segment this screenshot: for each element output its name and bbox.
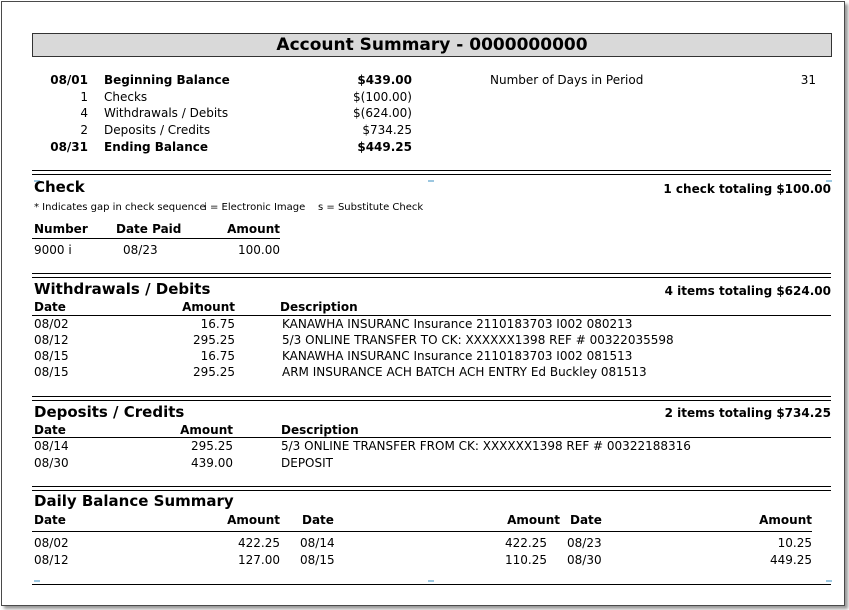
check-section-title: Check xyxy=(34,178,85,196)
check-row-number: 9000 i xyxy=(34,243,72,257)
check-legend-gap: * Indicates gap in check sequence xyxy=(34,202,206,213)
withdrawals-row-amount: 16.75 xyxy=(200,349,235,363)
withdrawals-label: Withdrawals / Debits xyxy=(104,106,229,120)
deposits-amount: $734.25 xyxy=(362,123,412,137)
withdrawals-row-description: ARM INSURANCE ACH BATCH ACH ENTRY Ed Buckley 081513 xyxy=(282,365,647,379)
withdrawals-col-description: Description xyxy=(280,300,358,314)
withdrawals-row-description: 5/3 ONLINE TRANSFER TO CK: XXXXXX1398 REF # 00322035598 xyxy=(282,333,674,347)
daily-col-date: Date xyxy=(570,513,602,527)
withdrawals-row-date: 08/12 xyxy=(34,333,69,347)
deposits-section-title: Deposits / Credits xyxy=(34,403,185,421)
daily-row-date: 08/15 xyxy=(300,553,335,567)
checks-label: Checks xyxy=(104,90,148,104)
deposits-col-date: Date xyxy=(34,423,66,437)
days-label: Number of Days in Period xyxy=(490,73,644,87)
begin-date: 08/01 xyxy=(50,73,88,87)
section-divider xyxy=(32,396,831,401)
check-legend-image: i = Electronic Image xyxy=(204,202,306,213)
checks-count: 1 xyxy=(80,90,88,104)
days-value: 31 xyxy=(800,73,816,87)
check-legend-substitute: s = Substitute Check xyxy=(318,202,424,213)
deposits-row-amount: 439.00 xyxy=(191,456,233,470)
deposits-row-description: DEPOSIT xyxy=(281,456,333,470)
withdrawals-row-date: 08/02 xyxy=(34,317,69,331)
marker xyxy=(826,580,832,582)
withdrawals-amount: $(624.00) xyxy=(353,106,412,120)
withdrawals-row-amount: 295.25 xyxy=(193,333,235,347)
deposits-col-amount: Amount xyxy=(180,423,233,437)
end-amount: $449.25 xyxy=(357,140,412,154)
withdrawals-row-description: KANAWHA INSURANC Insurance 2110183703 I002 080213 xyxy=(282,317,633,331)
deposits-total: 2 items totaling $734.25 xyxy=(664,406,831,420)
section-divider xyxy=(32,486,831,491)
daily-col-date: Date xyxy=(302,513,334,527)
section-divider xyxy=(32,170,831,175)
withdrawals-row-date: 08/15 xyxy=(34,349,69,363)
deposits-header-rule xyxy=(32,437,831,438)
check-row-amount: 100.00 xyxy=(238,243,280,257)
page-bottom-rule xyxy=(32,584,831,585)
daily-row-date: 08/12 xyxy=(34,553,69,567)
begin-label: Beginning Balance xyxy=(104,73,230,87)
checks-amount: $(100.00) xyxy=(353,90,412,104)
daily-row-amount: 10.25 xyxy=(777,536,812,550)
daily-row-amount: 422.25 xyxy=(505,536,547,550)
withdrawals-header-rule xyxy=(32,315,831,316)
check-col-amount: Amount xyxy=(227,222,280,236)
withdrawals-count: 4 xyxy=(80,106,88,120)
marker xyxy=(428,180,434,182)
withdrawals-row-date: 08/15 xyxy=(34,365,69,379)
deposits-row-description: 5/3 ONLINE TRANSFER FROM CK: XXXXXX1398 REF # 00322188316 xyxy=(281,439,691,453)
page-title: Account Summary - 0000000000 xyxy=(32,33,832,57)
daily-col-amount: Amount xyxy=(227,513,280,527)
daily-header-rule xyxy=(32,531,812,532)
daily-section-title: Daily Balance Summary xyxy=(34,492,234,510)
check-header-rule xyxy=(32,238,280,239)
withdrawals-row-amount: 16.75 xyxy=(200,317,235,331)
daily-col-amount: Amount xyxy=(507,513,560,527)
check-col-date: Date Paid xyxy=(116,222,182,236)
daily-row-date: 08/30 xyxy=(567,553,602,567)
withdrawals-row-amount: 295.25 xyxy=(193,365,235,379)
deposits-col-description: Description xyxy=(281,423,359,437)
daily-row-date: 08/23 xyxy=(567,536,602,550)
deposits-row-date: 08/30 xyxy=(34,456,69,470)
daily-row-amount: 127.00 xyxy=(238,553,280,567)
end-date: 08/31 xyxy=(50,140,88,154)
daily-row-date: 08/14 xyxy=(300,536,335,550)
check-total: 1 check totaling $100.00 xyxy=(663,182,831,196)
deposits-row-date: 08/14 xyxy=(34,439,69,453)
daily-row-amount: 422.25 xyxy=(238,536,280,550)
marker xyxy=(428,580,434,582)
withdrawals-row-description: KANAWHA INSURANC Insurance 2110183703 I002 081513 xyxy=(282,349,633,363)
daily-col-date: Date xyxy=(34,513,66,527)
withdrawals-col-date: Date xyxy=(34,300,66,314)
withdrawals-total: 4 items totaling $624.00 xyxy=(664,284,831,298)
end-label: Ending Balance xyxy=(104,140,209,154)
deposits-count: 2 xyxy=(80,123,88,137)
marker xyxy=(34,580,40,582)
section-divider xyxy=(32,273,831,278)
daily-row-amount: 110.25 xyxy=(505,553,547,567)
deposits-label: Deposits / Credits xyxy=(104,123,211,137)
daily-row-amount: 449.25 xyxy=(770,553,812,567)
withdrawals-col-amount: Amount xyxy=(182,300,235,314)
check-row-date: 08/23 xyxy=(123,243,158,257)
deposits-row-amount: 295.25 xyxy=(191,439,233,453)
daily-col-amount: Amount xyxy=(759,513,812,527)
check-col-number: Number xyxy=(34,222,88,236)
begin-amount: $439.00 xyxy=(357,73,412,87)
daily-row-date: 08/02 xyxy=(34,536,69,550)
withdrawals-section-title: Withdrawals / Debits xyxy=(34,280,211,298)
